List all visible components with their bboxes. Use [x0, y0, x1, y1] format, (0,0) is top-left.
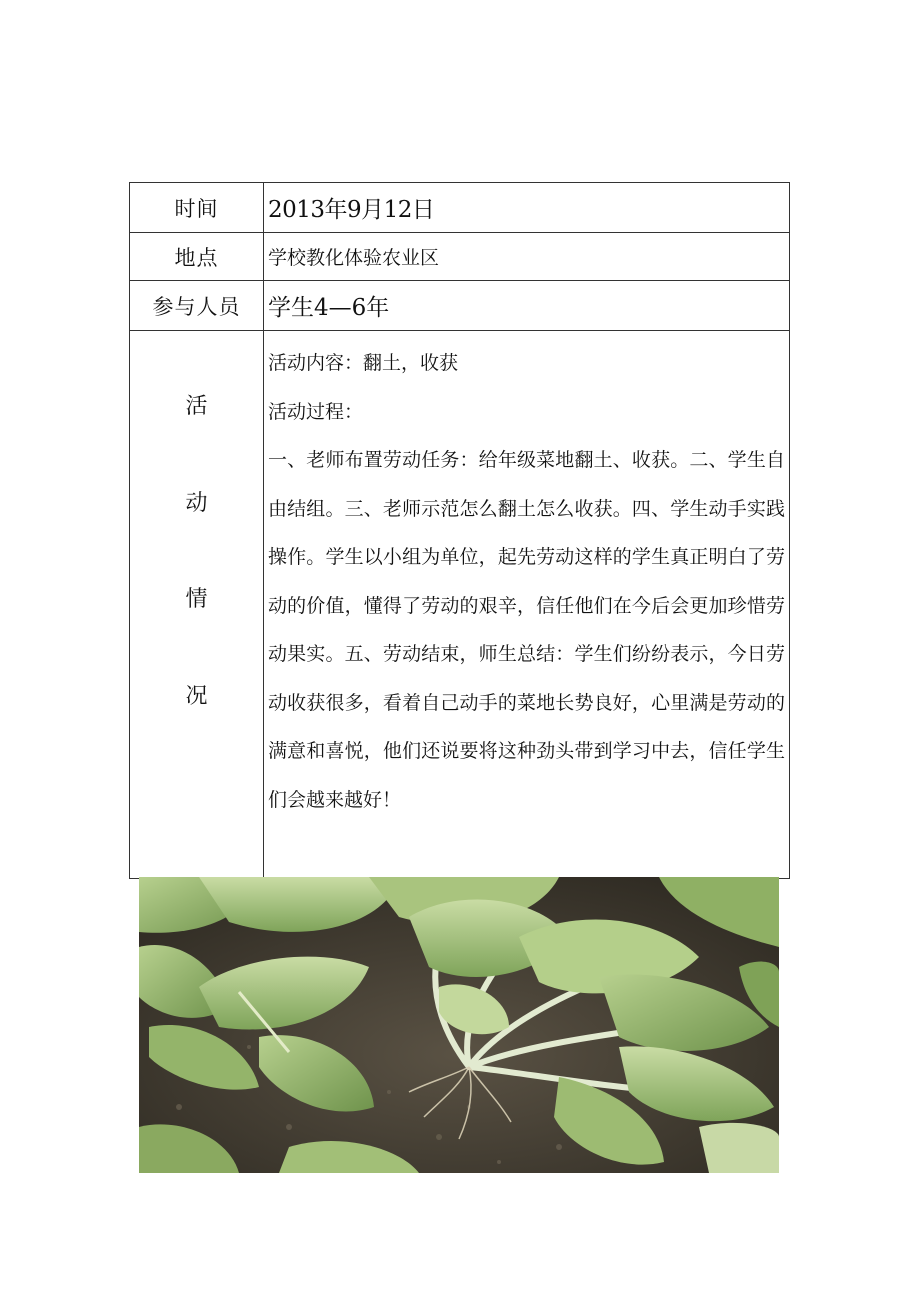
- activity-label-char: 动: [185, 491, 208, 516]
- activity-label-char: 活: [185, 394, 208, 419]
- date-row: [130, 183, 790, 233]
- date-label: 时间: [130, 183, 264, 233]
- activity-label-char: 情: [185, 587, 208, 612]
- activity-record-table: [129, 182, 790, 879]
- place-value: 学校教化体验农业区: [264, 233, 790, 281]
- activity-row: [130, 331, 790, 879]
- activity-process-heading: 活动过程：: [268, 400, 364, 423]
- activity-description: [264, 331, 790, 879]
- place-row: [130, 233, 790, 281]
- people-value: 学生4—6年: [264, 281, 790, 331]
- activity-process-text: 一、老师布置劳动任务：给年级菜地翻土、收获。二、学生自由结组。三、老师示范怎么翻土怎么收获。四、学生动手实践操作。学生以小组为单位，起先劳动这样的学生真正明白了劳动的价值，懂得了劳动的艰辛，信任他们在今后会更加珍惜劳动果实。五、劳动结束，师生总结：学生们纷纷表示，今日劳动收获很多，看着自己动手的菜地长势良好，心里满是劳动的满意和喜悦，他们还说要将这种劲头带到学习中去，信任学生们会越来越好！: [268, 449, 785, 811]
- bok-choy-illustration: [139, 877, 779, 1173]
- date-value: 2013年9月12日: [264, 183, 790, 233]
- vegetable-harvest-photo: [139, 877, 779, 1173]
- people-row: [130, 281, 790, 331]
- place-label: 地点: [130, 233, 264, 281]
- activity-content: 活动内容：翻土，收获: [268, 352, 459, 374]
- people-label: 参与人员: [130, 281, 264, 331]
- activity-label-char: 况: [185, 684, 208, 709]
- activity-label: [130, 331, 264, 879]
